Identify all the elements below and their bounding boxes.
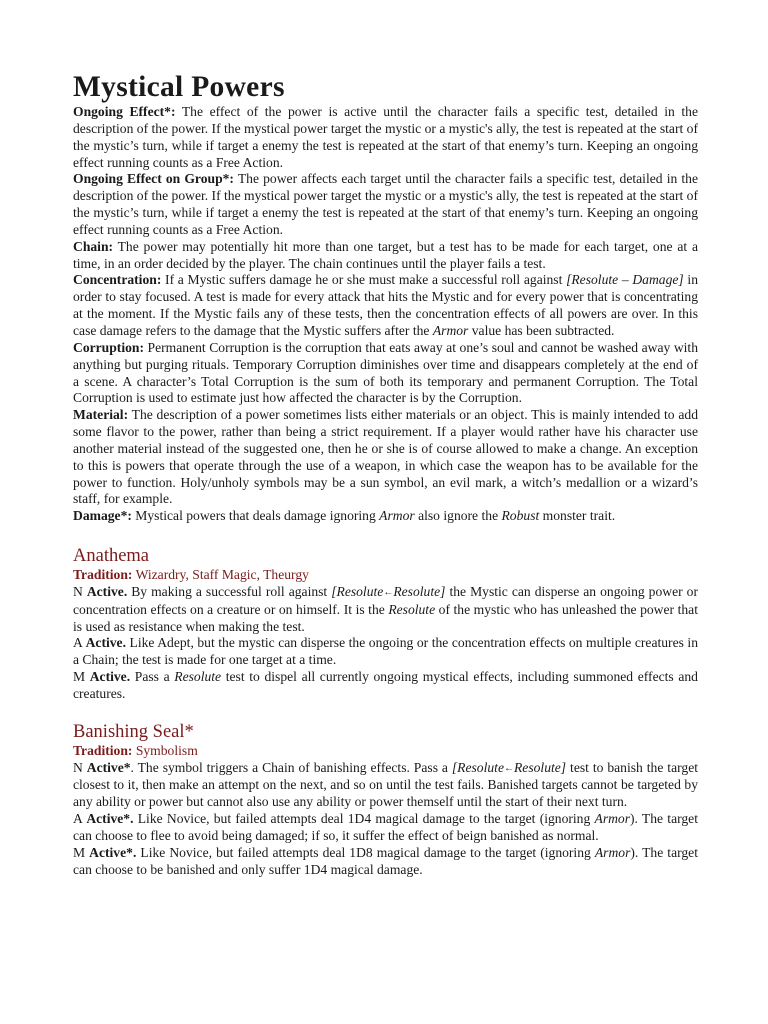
text-run: ). The target can choose to flee to avoid being damaged; if so, it suffer the effect of beign banished as normal. [73, 811, 698, 843]
level-term: Active* [86, 759, 131, 775]
definition-term: Concentration: [73, 272, 162, 288]
tradition-label: Tradition: [73, 567, 133, 583]
definition-term: Corruption: [73, 339, 144, 355]
italic-term: [Resolute [331, 583, 384, 599]
section-title: Banishing Seal* [73, 721, 194, 742]
text-run: Pass a [130, 669, 175, 685]
definition-paragraph [73, 104, 698, 171]
level-letter: A [73, 635, 86, 651]
page-title: Mystical Powers [73, 71, 285, 103]
text-run: of the mystic who has unleashed the power that is used as resistance when making the test. [73, 601, 698, 634]
italic-term: Resolute] [514, 759, 567, 775]
tradition-line [73, 743, 698, 760]
definition-term: Ongoing Effect on Group*: [73, 171, 234, 187]
text-run: the Mystic can disperse an ongoing power or concentration effects on a creature or on himself. It is the [73, 583, 698, 617]
italic-term: [Resolute [451, 759, 504, 775]
text-run: test to dispel all currently ongoing mystical effects, including summoned effects and creatures. [73, 669, 698, 701]
text-run: By making a successful roll against [127, 583, 332, 599]
tradition-label: Tradition: [73, 742, 133, 758]
level-paragraph [73, 811, 698, 845]
text-run: ). The target can choose to be banished and only suffer 1D4 magical damage. [73, 844, 698, 877]
definition-paragraph [73, 508, 698, 525]
text-run: The description of a power sometimes lists either materials or an object. This is mainly intended to add some flavor to the power, rather than being a strict requirement. If a player would rather have his character use another material instead of the suggested one, then he or she is of course allowed to make a change. An exception to this is powers that operate through the use of a weapon, in which case the weapon has to be available for the power to function. Holy/unholy symbols may be a sun symbol, an evil mark, a witch’s medallion or a wizard’s staff, for example. [73, 407, 698, 507]
text-run: value has been subtracted. [468, 322, 615, 338]
definition-term: Material: [73, 407, 129, 423]
text-run: Like Adept, but the mystic can disperse the ongoing or the concentration effects on multiple creatures in a Chain; the test is made for one target at a time. [73, 635, 699, 668]
italic-term: Resolute [388, 601, 436, 617]
definition-paragraph [73, 340, 698, 407]
level-term: Active*. [86, 811, 134, 827]
level-term: Active. [85, 635, 126, 651]
level-paragraph [73, 669, 698, 703]
definition-term: Damage*: [73, 508, 132, 524]
italic-term: Armor [594, 811, 631, 827]
arrow-symbol: ← [504, 762, 514, 774]
definition-paragraph [73, 407, 698, 508]
italic-term: Armor [594, 844, 631, 860]
text-run: Mystical powers that deals damage ignoring [131, 508, 380, 524]
text-run: also ignore the [414, 508, 502, 524]
section-anathema [73, 545, 698, 703]
level-term: Active. [89, 669, 131, 685]
level-term: Active*. [89, 844, 137, 860]
level-letter: M [73, 844, 90, 860]
text-run: monster trait. [539, 508, 616, 524]
level-paragraph [73, 584, 698, 636]
text-run: Permanent Corruption is the corruption that eats away at one’s soul and cannot be washed away with anything but purging rituals. Temporary Corruption diminishes over time and disappears completely at the end of a scene. A character’s Total Corruption is the sum of both its temporary and permanent Corruption. The Total Corruption is used to estimate just how affected the character is by the Corruption. [73, 339, 698, 406]
tradition-value: Symbolism [132, 742, 198, 758]
definitions-list [73, 104, 698, 525]
section-title: Anathema [73, 546, 150, 567]
text-run: The power affects each target until the character fails a specific test, detailed in the description of the power. If the mystical power target the mystic or a mystic's ally, the test is repeated at the start of the mystic’s turn, while if target a enemy the test is repeated at the start of that enemy’s turn. Keeping an ongoing effect running counts as a Free Action. [73, 171, 699, 237]
italic-term: Armor [379, 508, 415, 524]
level-paragraph [73, 845, 698, 879]
text-run: . The symbol triggers a Chain of banishing effects. Pass a [130, 759, 452, 775]
italic-term: Robust [501, 508, 540, 524]
italic-term: Resolute [174, 669, 222, 685]
definition-paragraph [73, 239, 698, 273]
level-letter: M [73, 669, 90, 685]
level-paragraph [73, 635, 698, 669]
definition-paragraph [73, 272, 698, 339]
tradition-line [73, 567, 698, 584]
italic-term: Resolute] [393, 583, 446, 599]
level-letter: N [73, 759, 87, 775]
text-run: Like Novice, but failed attempts deal 1D8 magical damage to the target (ignoring [136, 844, 595, 860]
level-term: Active. [86, 583, 128, 599]
arrow-symbol: ← [383, 586, 394, 598]
text-run: The effect of the power is active until the character fails a specific test, detailed in the description of the power. If the mystical power target the mystic or a mystic's ally, the test is repeated at the start of the mystic’s turn, while if target a enemy the test is repeated at the start of that enemy’s turn. Keeping an ongoing effect running counts as a Free Action. [73, 104, 698, 170]
italic-term: [Resolute – Damage] [566, 272, 684, 288]
document-page [73, 70, 698, 879]
section-banishing-seal [73, 721, 698, 879]
definition-paragraph [73, 171, 698, 238]
text-run: The power may potentially hit more than one target, but a test has to be made for each target, one at a time, in an order decided by the player. The chain continues until the player fails a test. [73, 238, 698, 271]
level-letter: N [73, 583, 87, 599]
tradition-value: Wizardry, Staff Magic, Theurgy [132, 567, 309, 583]
level-letter: A [73, 811, 87, 827]
italic-term: Armor [432, 322, 469, 338]
level-paragraph [73, 760, 698, 812]
text-run: test to banish the target closest to it, then make an attempt on the next, and so on until the test fails. Banished targets cannot be targeted by any ability or power but cannot also use any ability or power themself until the start of their next turn. [73, 759, 699, 810]
text-run: Like Novice, but failed attempts deal 1D4 magical damage to the target (ignoring [133, 811, 595, 827]
definition-term: Chain: [73, 238, 114, 254]
text-run: If a Mystic suffers damage he or she must make a successful roll against [161, 272, 567, 288]
definition-term: Ongoing Effect*: [73, 104, 176, 119]
text-run: in order to stay focused. A test is made for every attack that hits the Mystic and for every power that is concentrating at the moment. If the Mystic fails any of these tests, then the concentration effects of all powers are over. In this case damage refers to the damage that the Mystic suffers after the [73, 272, 698, 338]
